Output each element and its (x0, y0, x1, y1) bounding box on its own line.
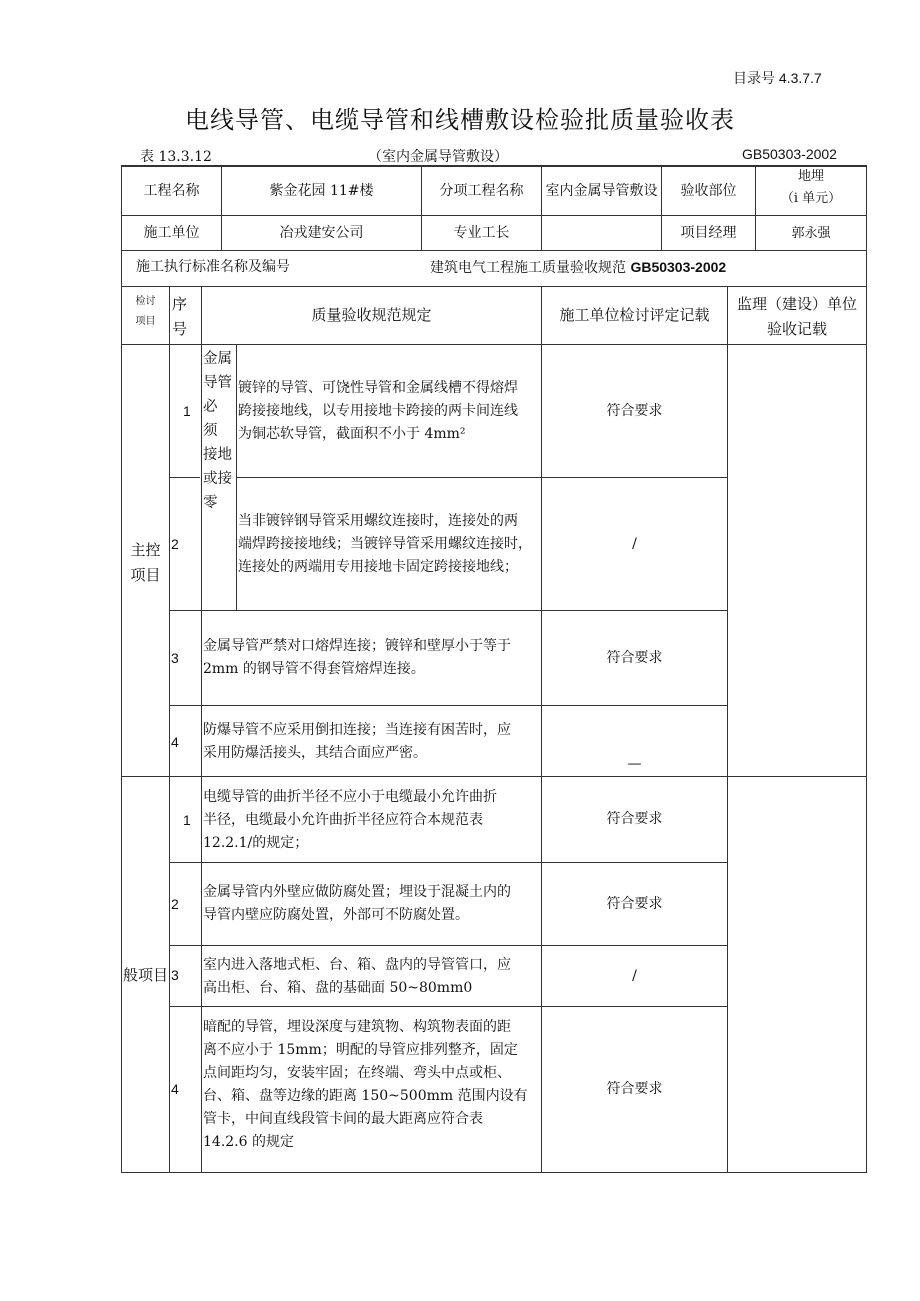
main-row-1-seq: 1 (183, 403, 191, 419)
main-row-4-spec (203, 719, 540, 765)
foreman (542, 216, 661, 250)
table-subtitle: （室内金属导管敷设） (368, 149, 508, 165)
col-unit-record: 施工单位检讨评定记载 (559, 306, 710, 324)
manager-label: 项目经理 (680, 224, 737, 241)
group-label-line: 金属 (203, 351, 232, 367)
general-row-3-seq: 3 (171, 967, 179, 983)
col-check-item-line2: 项目 (135, 316, 156, 327)
spec-line: 12.2.1/的规定； (203, 835, 309, 851)
spec-line: 导管内壁应防腐处置，外部可不防腐处置。 (203, 907, 469, 923)
general-row-2-seq: 2 (171, 896, 179, 912)
general-row-1-result: 符合要求 (606, 811, 663, 827)
construction-unit: 冶戎建安公司 (279, 224, 364, 241)
spec-line: 室内进入落地式柜、台、箱、盘内的导管管口，应 (203, 957, 511, 973)
spec-line: 连接处的两端用专用接地卡固定跨接接地线； (238, 559, 518, 575)
general-row-2-result: 符合要求 (606, 895, 663, 912)
general-row-4-seq: 4 (171, 1081, 179, 1097)
group-label-line: 必 须 (203, 399, 218, 439)
general-row-4-spec (203, 1016, 540, 1154)
exec-standard (430, 256, 726, 280)
col-seq (172, 292, 200, 342)
spec-line: 电缆导管的曲折半径不应小于电缆最小允许曲折 (203, 789, 497, 805)
main-items-label-line1: 主控 (130, 541, 161, 559)
spec-line: 暗配的导管，埋设深度与建筑物、构筑物表面的距 (203, 1019, 511, 1035)
spec-line: 半径，电缆最小允许曲折半径应符合本规范表 (203, 812, 483, 828)
general-row-3-result: / (632, 967, 637, 984)
spec-line: 防爆导管不应采用倒扣连接；当连接有困苦时，应 (203, 722, 511, 738)
col-seq-line1: 序 (172, 295, 188, 313)
manager: 郭永强 (791, 225, 831, 241)
main-row-2-spec (238, 510, 540, 579)
spec-line: 端焊跨接接地线；当镀锌导管采用螺纹连接时， (238, 536, 532, 552)
main-row-4-result: — (627, 756, 642, 772)
spec-line: 采用防爆活接头，其结合面应严密。 (203, 745, 427, 761)
col-seq-line2: 号 (172, 320, 188, 338)
grounding-group-label (203, 347, 236, 515)
subitem-label: 分项工程名称 (439, 182, 524, 199)
main-items-label (122, 538, 169, 588)
acceptance-part (756, 166, 866, 214)
spec-line: 14.2.6 的规定 (203, 1134, 294, 1150)
main-row-1-spec (238, 377, 540, 446)
group-label-line: 导管 (203, 375, 232, 391)
spec-line: 金属导管严禁对口熔焊连接；镀锌和壁厚小于等于 (203, 638, 511, 654)
exec-standard-name: 建筑电气工程施工质量验收规范 (430, 260, 626, 276)
page-title: 电线导管、电缆导管和线槽敷设检验批质量验收表 (185, 106, 735, 134)
general-row-2-spec (203, 881, 540, 927)
spec-line: 2mm 的钢导管不得套管熔焊连接。 (203, 661, 425, 677)
col-supervisor-line2: 验收记载 (766, 320, 827, 338)
subitem-value: 室内金属导管敷设 (545, 183, 658, 199)
construction-unit-label: 施工单位 (143, 224, 200, 241)
main-row-2-seq: 2 (171, 536, 179, 552)
foreman-label: 专业工长 (453, 224, 510, 241)
spec-line: 台、箱、盘等边缘的距离 150~500mm 范围内设有 (203, 1088, 528, 1104)
spec-line: 跨接接地线，以专用接地卡跨接的两卡间连线 (238, 403, 518, 419)
general-row-1-seq: 1 (183, 812, 191, 828)
main-row-2-result: / (632, 535, 637, 552)
exec-standard-label: 施工执行标准名称及编号 (136, 259, 290, 275)
spec-line: 为铜芯软导管，截面积不小于 4mm² (238, 426, 466, 442)
general-row-3-spec (203, 954, 540, 1000)
spec-line: 当非镀锌钢导管采用螺纹连接时，连接处的两 (238, 513, 518, 529)
catalog-number: 目录号 4.3.7.7 (733, 70, 822, 86)
group-label-line: 零 (203, 495, 218, 511)
spec-line: 离不应小于 15mm；明配的导管应排列整齐，固定 (203, 1042, 518, 1058)
spec-line: 管卡，中间直线段管卡间的最大距离应符合表 (203, 1111, 483, 1127)
exec-standard-code: GB50303-2002 (630, 259, 727, 275)
general-row-1-spec (203, 786, 540, 855)
main-row-4-seq: 4 (171, 734, 179, 750)
project-name-label: 工程名称 (143, 182, 200, 199)
col-supervisor-line1: 监理（建设）单位 (736, 295, 857, 313)
spec-line: 镀锌的导管、可饶性导管和金属线槽不得熔焊 (238, 380, 518, 396)
main-row-3-result: 符合要求 (606, 649, 663, 666)
col-check-item (122, 292, 169, 332)
main-row-1-result: 符合要求 (606, 402, 663, 419)
general-row-4-result: 符合要求 (606, 1081, 663, 1097)
acceptance-part-line1: 地埋 (797, 169, 824, 184)
main-row-3-spec (203, 635, 540, 681)
main-row-3-seq: 3 (171, 650, 179, 666)
col-supervisor-record (728, 292, 866, 342)
table-number: 表 13.3.12 (140, 149, 212, 165)
project-name: 紫金花园 11#楼 (269, 182, 374, 199)
acceptance-part-label: 验收部位 (680, 182, 737, 199)
spec-line: 高出柜、台、箱、盘的基础面 50~80mm0 (203, 980, 473, 996)
main-items-label-line2: 项目 (130, 566, 161, 584)
spec-line: 金属导管内外壁应做防腐处置；埋设于混凝土内的 (203, 884, 511, 900)
acceptance-part-line2: （i 单元） (780, 191, 842, 206)
col-spec: 质量验收规范规定 (311, 306, 432, 324)
group-label-line: 接地 (203, 447, 232, 463)
col-check-item-line1: 检讨 (135, 296, 156, 307)
group-label-line: 或接 (203, 471, 232, 487)
spec-line: 点间距均匀，安装牢固；在终端、弯头中点或柜、 (203, 1065, 511, 1081)
standard-code: GB50303-2002 (742, 146, 837, 162)
general-items-label: 般项目 (122, 966, 168, 984)
